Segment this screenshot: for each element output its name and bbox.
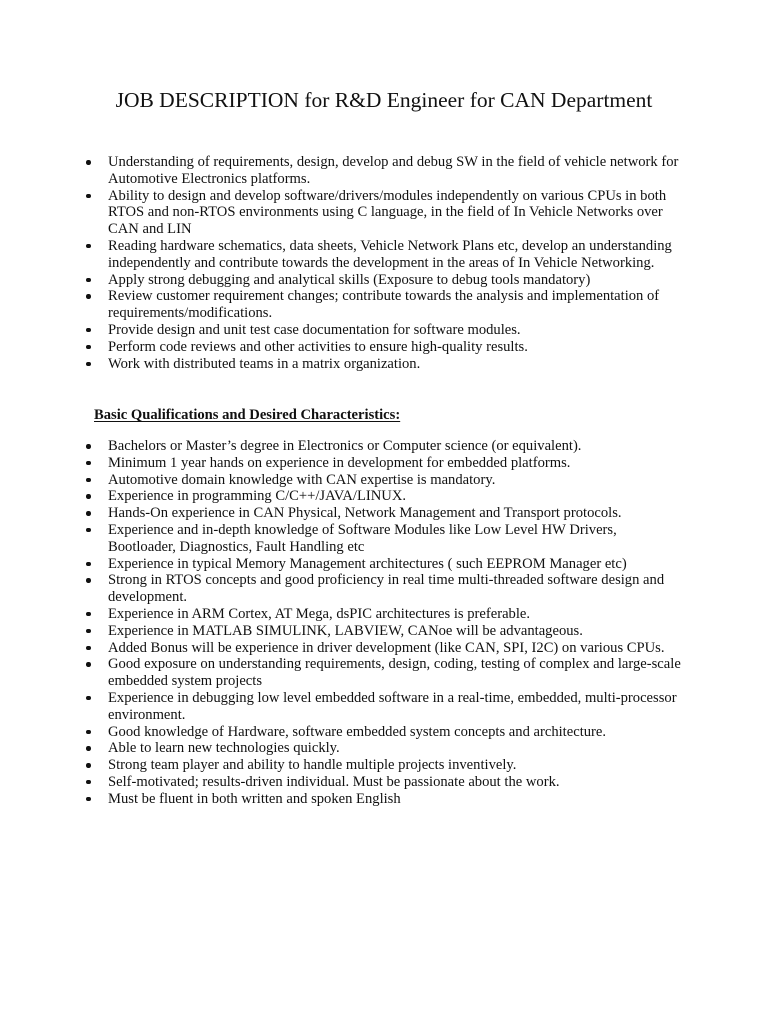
- list-item: Ability to design and develop software/drivers/modules independently on various CPUs in both RTOS and non-RTOS environments using C language, in the field of In Vehicle Networks over CAN and LIN: [0, 188, 768, 238]
- list-item: Perform code reviews and other activities to ensure high-quality results.: [0, 339, 768, 356]
- list-item: Bachelors or Master’s degree in Electronics or Computer science (or equivalent).: [0, 438, 768, 455]
- list-item: Automotive domain knowledge with CAN expertise is mandatory.: [0, 472, 768, 489]
- list-item: Self-motivated; results-driven individual. Must be passionate about the work.: [0, 774, 768, 791]
- document-title: JOB DESCRIPTION for R&D Engineer for CAN Department: [115, 88, 653, 112]
- list-item: Experience in typical Memory Management architectures ( such EEPROM Manager etc): [0, 556, 768, 573]
- qualifications-heading: Basic Qualifications and Desired Characteristics:: [94, 407, 401, 423]
- list-item: Provide design and unit test case documentation for software modules.: [0, 322, 768, 339]
- list-item: Experience in ARM Cortex, AT Mega, dsPIC architectures is preferable.: [0, 606, 768, 623]
- list-item: Good exposure on understanding requirements, design, coding, testing of complex and large-scale embedded system projects: [0, 656, 768, 690]
- list-item: Minimum 1 year hands on experience in development for embedded platforms.: [0, 455, 768, 472]
- list-item: Understanding of requirements, design, develop and debug SW in the field of vehicle network for Automotive Electronics platforms.: [0, 154, 768, 188]
- list-item: Hands-On experience in CAN Physical, Network Management and Transport protocols.: [0, 505, 768, 522]
- list-item: Reading hardware schematics, data sheets, Vehicle Network Plans etc, develop an understanding independently and contribute towards the development in the areas of In Vehicle Networking.: [0, 238, 768, 272]
- responsibilities-list: [0, 154, 768, 372]
- list-item: Strong in RTOS concepts and good proficiency in real time multi-threaded software design and development.: [0, 572, 768, 606]
- list-item: Strong team player and ability to handle multiple projects inventively.: [0, 757, 768, 774]
- list-item: Added Bonus will be experience in driver development (like CAN, SPI, I2C) on various CPUs.: [0, 640, 768, 657]
- list-item: Apply strong debugging and analytical skills (Exposure to debug tools mandatory): [0, 272, 768, 289]
- qualifications-list: [0, 438, 768, 808]
- list-item: Experience in debugging low level embedded software in a real-time, embedded, multi-processor environment.: [0, 690, 768, 724]
- list-item: Good knowledge of Hardware, software embedded system concepts and architecture.: [0, 724, 768, 741]
- list-item: Experience in programming C/C++/JAVA/LINUX.: [0, 488, 768, 505]
- list-item: Must be fluent in both written and spoken English: [0, 791, 768, 808]
- list-item: Work with distributed teams in a matrix organization.: [0, 356, 768, 373]
- list-item: Experience and in-depth knowledge of Software Modules like Low Level HW Drivers, Bootloader, Diagnostics, Fault Handling etc: [0, 522, 768, 556]
- list-item: Able to learn new technologies quickly.: [0, 740, 768, 757]
- list-item: Review customer requirement changes; contribute towards the analysis and implementation of requirements/modifications.: [0, 288, 768, 322]
- list-item: Experience in MATLAB SIMULINK, LABVIEW, CANoe will be advantageous.: [0, 623, 768, 640]
